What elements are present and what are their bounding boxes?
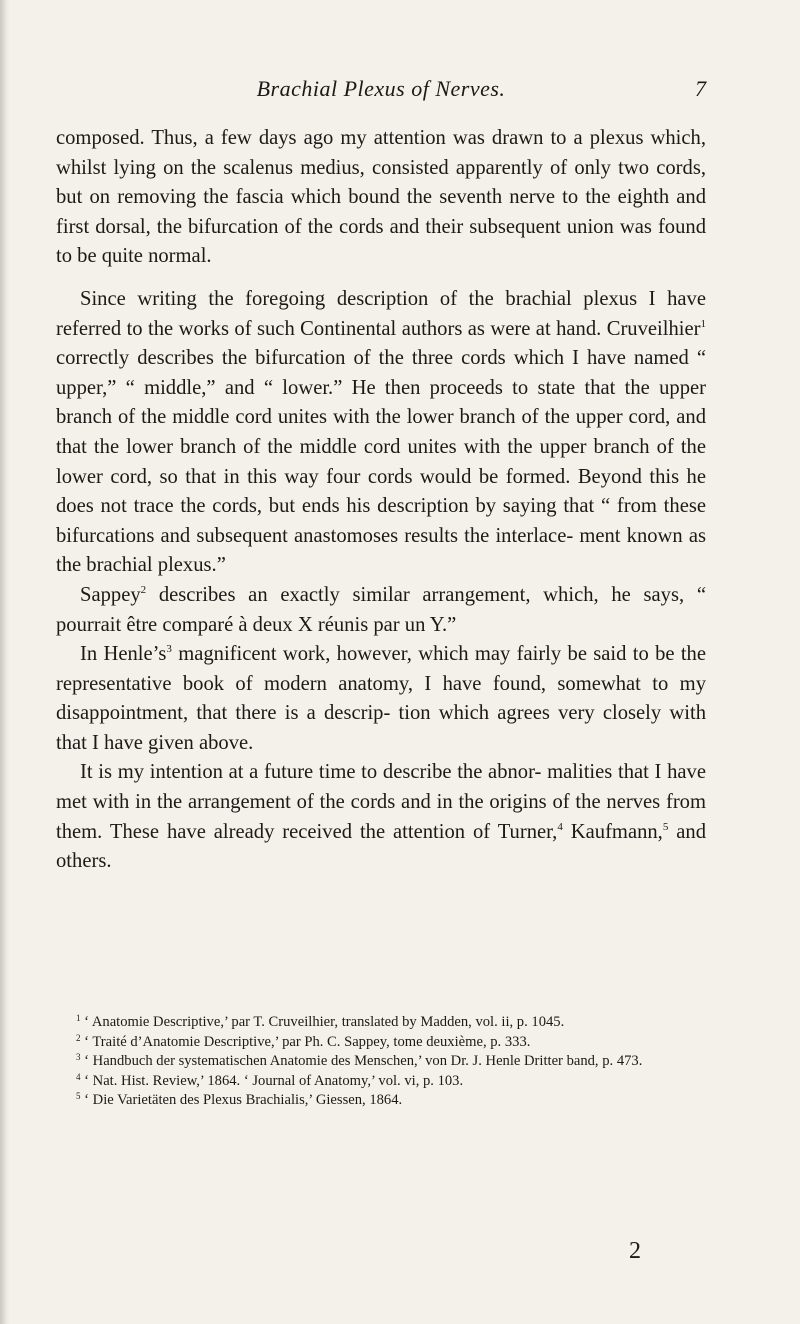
body-text	[56, 124, 706, 877]
paragraph-text: Sappey	[80, 583, 141, 606]
footnote-mark: 4	[76, 1071, 81, 1082]
footnote-text: ‘ Anatomie Descriptive,’ par T. Cruveilhier, translated by Madden, vol. ii, p. 1045.	[84, 1014, 565, 1030]
paragraph-text: describes an exactly similar arrangement, which, he says, “ pourrait être comparé à deux X réunis par un Y.”	[56, 583, 706, 636]
paragraph-text: Since writing the foregoing description of the brachial plexus I have referred to the works of such Continental authors as were at hand. Cruveilhier	[56, 287, 706, 340]
page-header	[56, 76, 706, 106]
paragraph-sappey	[56, 581, 706, 640]
paragraph-text: correctly describes the bifurcation of the three cords which I have named “ upper,” “ middle,” and “ lower.” He then proceeds to state that the upper branch of the middle cord unites with the lower branch of the upper cord, and that the lower branch of the middle cord unites with the upper branch of the lower cord, so that in this way four cords would be formed. Beyond this he does not trace the cords, but ends his description by saying that “ from these bifurcations and subsequent anastomoses results the interlace- ment known as the brachial plexus.”	[56, 347, 706, 577]
footnote-ref: 3	[166, 643, 172, 656]
paragraph-text: Kaufmann,	[562, 820, 663, 843]
paragraph-text: and others.	[56, 820, 706, 873]
footnote	[56, 1091, 706, 1111]
paragraph-text: composed. Thus, a few days ago my attention was drawn to a plexus which, whilst lying on the scalenus medius, consisted apparently of only two cords, but on removing the fascia which bound the seventh nerve to the eighth and first dorsal, the bifurcation of the cords and their subsequent union was found to be quite normal.	[56, 127, 706, 268]
paragraph-cruveilhier	[56, 285, 706, 581]
footnote-text: ‘ Die Varietäten des Plexus Brachialis,’ Giessen, 1864.	[84, 1092, 403, 1109]
footnote-ref: 1	[700, 317, 706, 330]
footnote-ref: 4	[557, 820, 563, 833]
footnote-text: ‘ Nat. Hist. Review,’ 1864. ‘ Journal of Anatomy,’ vol. vi, p. 103.	[84, 1072, 464, 1089]
footnote-text: ‘ Handbuch der systematischen Anatomie des Menschen,’ von Dr. J. Henle Dritter band, p. 473.	[84, 1053, 643, 1070]
signature-mark: 2	[629, 1238, 641, 1264]
page-number: 7	[695, 76, 706, 101]
paragraph-text: In Henle’s	[80, 643, 167, 666]
footnote	[56, 1072, 706, 1092]
footnote	[56, 1013, 706, 1033]
paragraph-text: It is my intention at a future time to describe the abnor- malities that I have met with in the arrangement of the cords and in the origins of the nerves from them. These have already received the attention of Turner,	[56, 761, 706, 843]
footnote-ref: 5	[662, 820, 669, 833]
footnote-mark: 5	[76, 1091, 81, 1102]
page-edge-shadow	[0, 0, 10, 1324]
footnote-mark: 3	[76, 1052, 81, 1063]
footnote-text: ‘ Traité d’Anatomie Descriptive,’ par Ph. C. Sappey, tome deuxième, p. 333.	[84, 1033, 531, 1050]
footnote	[56, 1052, 706, 1072]
paragraph-future-work	[56, 758, 706, 876]
footnote-ref: 2	[140, 583, 147, 596]
footnote	[56, 1033, 706, 1053]
running-title: Brachial Plexus of Nerves.	[256, 76, 506, 101]
paragraph-continued	[56, 124, 706, 272]
paragraph-henle	[56, 640, 706, 758]
paragraph-text: magnificent work, however, which may fairly be said to be the representative book of modern anatomy, I have found, somewhat to my disappointment, that there is a descrip- tion which agrees very closely with that I have given above.	[56, 643, 706, 754]
footnote-mark: 2	[76, 1032, 81, 1043]
footnotes	[56, 1013, 706, 1111]
footnote-mark: 1	[76, 1013, 81, 1023]
